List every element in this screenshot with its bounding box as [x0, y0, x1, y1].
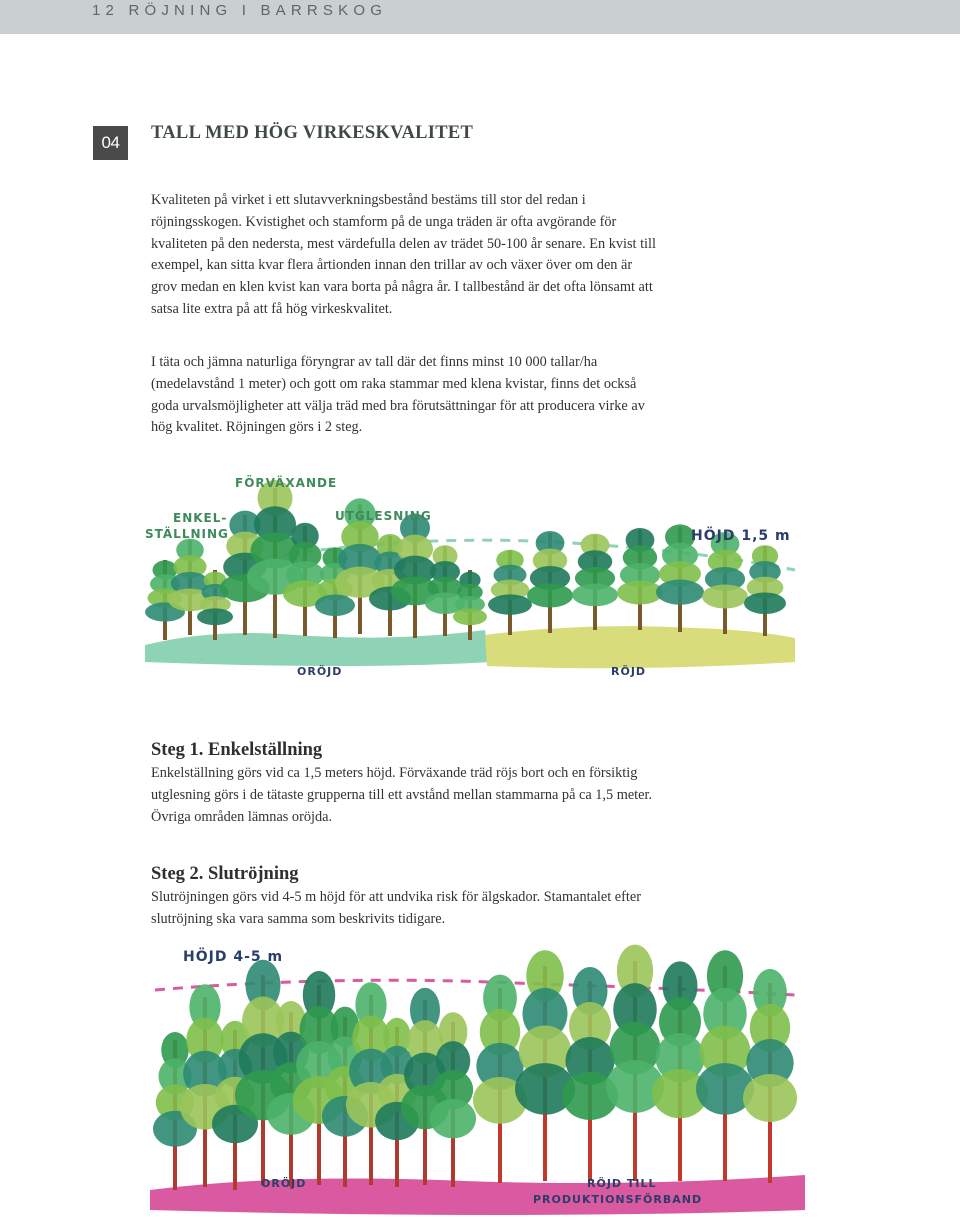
- step1-text: Enkelställning görs vid ca 1,5 meters höjd. Förväxande träd röjs bort och en försiktig utglesning görs i de tätaste grupperna till ett avstånd mellan stammarna på ca 1,5 meter. Övriga områden lämnas oröjda.: [151, 765, 653, 825]
- tree-cleared: [652, 961, 708, 1181]
- step1-heading: Steg 1. Enkelställning: [151, 740, 323, 760]
- tree-group-step1: [145, 480, 786, 640]
- tree-group-step2: [153, 945, 797, 1190]
- illustration-step2-trees: [135, 935, 825, 1231]
- running-title: 12 RÖJNING I BARRSKOG: [92, 2, 388, 19]
- tree-cleared: [606, 945, 664, 1181]
- illustration-step1-trees: [135, 430, 825, 695]
- label-enkel-line2: STÄLLNING: [145, 527, 229, 541]
- intro-paragraph-1: Kvaliteten på virket i ett slutavverkningsbestånd bestäms till stor del redan i röjningsskogen. Kvistighet och stamform på de unga träden är ofta avgörande för kvaliteten på den nedersta, mest värdefulla delen av trädet 50-100 år senare. En kvist till exempel, kan sitta kvar flera årtionden innan den trillar av och växer över om den är grov medan en klen kvist kan vara borta på några år. I tallbestånd är det ofta lönsamt att satsa lite extra på att få hög virkeskvalitet.: [151, 192, 656, 317]
- label-forvaxande: FÖRVÄXANDE: [235, 476, 338, 490]
- label-rojd-1: RÖJD: [611, 665, 647, 678]
- chapter-title: TALL MED HÖG VIRKESKVALITET: [151, 123, 474, 143]
- label-rojd-till: RÖJD TILL: [587, 1177, 657, 1190]
- label-orojd-1: ORÖJD: [297, 665, 343, 678]
- tree-cleared: [743, 969, 797, 1183]
- label-hojd-1-5: HÖJD 1,5 m: [691, 528, 791, 544]
- intro-paragraph-2: I täta och jämna naturliga föryngrar av tall där det finns minst 10 000 tallar/ha (medelavstånd 1 meter) och gott om raka stammar med klena kvistar, finns det också goda urvalsmöjligheter att välja träd med bra förutsättningar för att producera virke av hög kvalitet. Röjningen görs i 2 steg.: [151, 354, 645, 436]
- tree-cleared: [696, 950, 754, 1181]
- label-hojd-4-5: HÖJD 4-5 m: [183, 949, 284, 965]
- label-utglesning: UTGLESNING: [335, 509, 432, 523]
- label-enkel-line1: ENKEL-: [173, 511, 228, 525]
- running-header-bar: [0, 0, 960, 34]
- tree-thinned: [572, 534, 618, 630]
- tree-thinned: [488, 550, 532, 635]
- tree-thinned: [527, 531, 573, 633]
- tree-thinned: [617, 528, 663, 630]
- chapter-number-badge: 04: [93, 126, 128, 160]
- label-produktionsforband: PRODUKTIONSFÖRBAND: [533, 1193, 703, 1206]
- tree-thinned: [744, 545, 786, 636]
- label-orojd-2: ORÖJD: [261, 1177, 307, 1190]
- tree-thinned: [702, 532, 748, 634]
- step2-text: Slutröjningen görs vid 4-5 m höjd för att undvika risk för älgskador. Stamantalet efter slutröjning ska vara samma som beskrivits tidigare.: [151, 889, 641, 927]
- step2-heading: Steg 2. Slutröjning: [151, 864, 299, 884]
